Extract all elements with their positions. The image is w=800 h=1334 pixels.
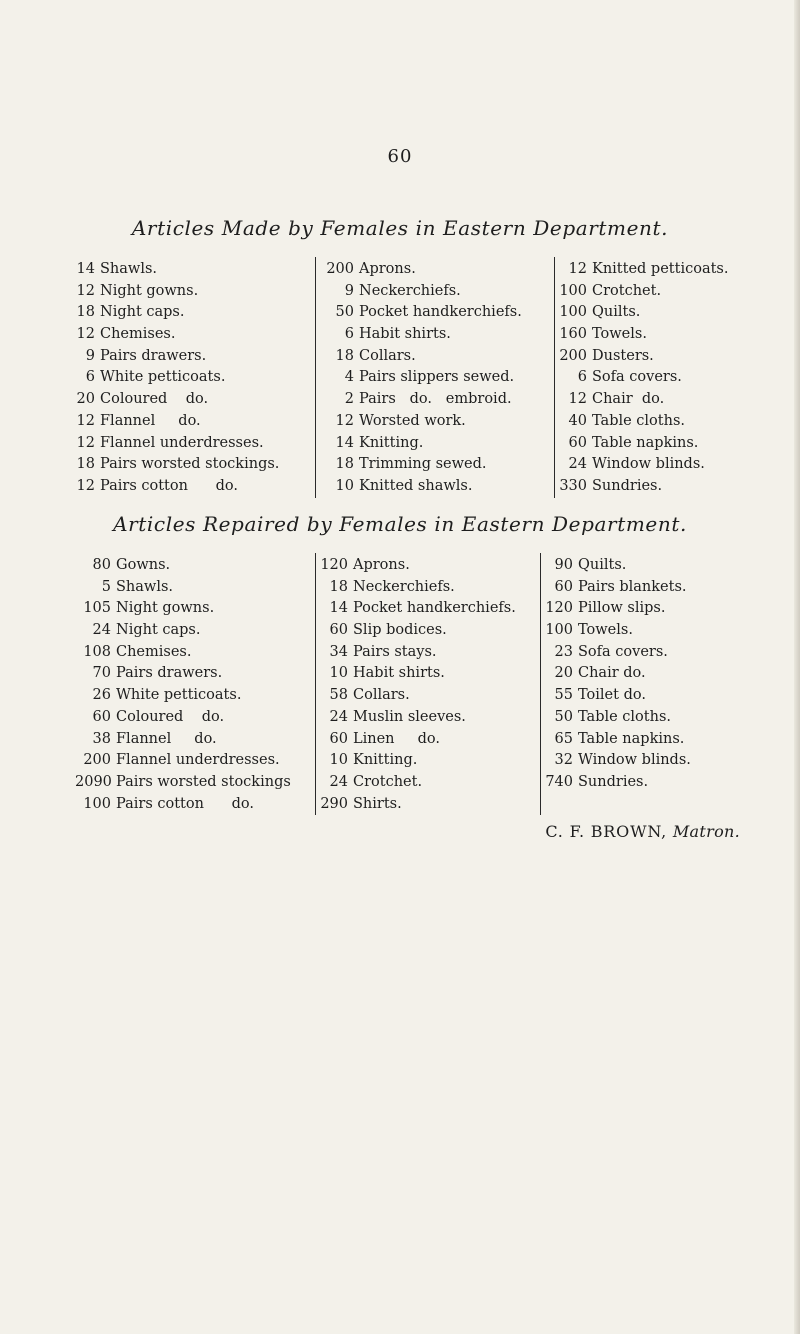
list-item [545,750,775,772]
item-quantity: 12 [76,477,95,494]
list-item [75,663,315,685]
list-item [320,729,540,751]
list-item [545,620,775,642]
item-name: Chair do. [578,665,646,682]
item-quantity: 105 [83,600,111,617]
list-item [75,794,315,816]
item-quantity: 100 [83,795,111,812]
item-quantity: 60 [329,622,348,639]
list-item [75,454,315,476]
item-quantity: 4 [344,369,354,386]
list-item [75,707,315,729]
list-item [320,433,554,455]
item-name: Table napkins. [578,730,685,747]
list-item [75,555,315,577]
item-name: Muslin sleeves. [353,708,466,725]
repaired-section-title: Articles Repaired by Females in Eastern Department. [113,512,687,536]
item-name: Flannel underdresses. [100,434,264,451]
item-quantity: 160 [559,326,587,343]
item-quantity: 18 [329,578,348,595]
item-quantity: 200 [326,261,354,277]
list-item [320,577,540,599]
list-item [320,685,540,707]
list-item [545,729,775,751]
item-name: Trimming sewed. [359,456,487,473]
item-name: Flannel do. [100,412,201,429]
list-item [75,476,315,498]
item-name: Window blinds. [578,752,691,769]
list-item [75,750,315,772]
item-quantity: 60 [329,730,348,747]
item-quantity: 100 [545,622,573,639]
item-quantity: 18 [76,304,95,321]
item-name: Aprons. [353,557,410,573]
item-name: Pairs drawers. [116,665,223,682]
item-name: Habit shirts. [359,326,451,343]
list-item [559,433,799,455]
list-item [75,259,315,281]
list-item [320,281,554,303]
item-quantity: 10 [329,665,348,682]
item-name: Quilts. [592,304,641,321]
item-quantity: 12 [568,391,587,408]
item-name: Dusters. [592,347,654,364]
item-quantity: 9 [344,282,354,299]
list-item [75,620,315,642]
item-quantity: 12 [76,282,95,299]
list-item [559,389,799,411]
item-name: Pairs stays. [353,643,437,660]
item-name: Collars. [353,687,410,704]
made-section-title: Articles Made by Females in Eastern Department. [131,216,669,240]
item-name: Night gowns. [116,600,215,617]
item-name: Slip bodices. [353,622,447,639]
item-name: Table cloths. [592,412,686,429]
item-name: Chemises. [116,643,192,660]
item-quantity: 200 [83,752,111,769]
item-quantity: 24 [329,773,348,790]
list-item [75,411,315,433]
item-name: Sofa covers. [578,643,668,660]
item-quantity: 100 [559,282,587,299]
list-item [559,476,799,498]
list-item [75,281,315,303]
item-name: Knitted petticoats. [592,261,729,277]
item-name: Pillow slips. [578,600,666,617]
item-quantity: 50 [335,304,354,321]
list-item [320,324,554,346]
repaired-articles-table [75,553,775,815]
item-quantity: 6 [344,326,354,343]
item-name: Crotchet. [353,773,423,790]
item-name: Knitting. [353,752,418,769]
item-quantity: 12 [76,326,95,343]
item-name: Pocket handkerchiefs. [359,304,522,321]
item-name: Collars. [359,347,416,364]
list-item [75,577,315,599]
item-name: Table cloths. [578,708,672,725]
item-quantity: 330 [559,477,587,494]
item-name: Aprons. [359,261,416,277]
item-quantity: 108 [83,643,111,660]
item-name: White petticoats. [100,369,226,386]
item-name: Pairs cotton do. [100,477,238,494]
list-item [320,642,540,664]
item-name: Habit shirts. [353,665,445,682]
item-name: Flannel underdresses. [116,752,280,769]
item-quantity: 12 [76,434,95,451]
item-quantity: 100 [559,304,587,321]
item-name: Night caps. [116,622,201,639]
item-quantity: 14 [76,261,95,277]
item-name: Coloured do. [116,708,225,725]
list-item [559,324,799,346]
item-quantity: 50 [554,708,573,725]
item-quantity: 290 [320,795,348,812]
item-quantity: 24 [568,456,587,473]
list-item [75,642,315,664]
repaired-column-2 [315,553,540,815]
item-quantity: 60 [554,578,573,595]
item-quantity: 24 [329,708,348,725]
list-item [559,411,799,433]
item-quantity: 23 [554,643,573,660]
made-column-1 [75,257,315,498]
item-name: Pairs drawers. [100,347,207,364]
item-name: Sundries. [592,477,663,494]
item-quantity: 2 [344,391,354,408]
list-item [320,346,554,368]
item-name: Pairs cotton do. [116,795,254,812]
item-quantity: 18 [76,456,95,473]
item-quantity: 20 [554,665,573,682]
list-item [320,707,540,729]
item-name: Shawls. [116,578,174,595]
item-quantity: 10 [329,752,348,769]
list-item [559,367,799,389]
list-item [559,302,799,324]
item-name: Chair do. [592,391,665,408]
list-item [320,598,540,620]
item-quantity: 18 [335,347,354,364]
list-item [75,685,315,707]
item-quantity: 32 [554,752,573,769]
item-name: Quilts. [578,557,627,573]
list-item [545,663,775,685]
item-name: Neckerchiefs. [359,282,461,299]
made-articles-table [75,257,799,498]
item-quantity: 65 [554,730,573,747]
item-quantity: 12 [76,412,95,429]
item-name: Gowns. [116,557,171,573]
list-item [545,642,775,664]
item-name: Table napkins. [592,434,699,451]
item-name: Chemises. [100,326,176,343]
list-item [320,555,540,577]
signature [545,822,740,841]
item-quantity: 18 [335,456,354,473]
item-name: Toilet do. [578,687,646,704]
item-name: White petticoats. [116,687,242,704]
list-item [75,367,315,389]
item-quantity: 740 [545,773,573,790]
list-item [545,598,775,620]
list-item [545,707,775,729]
list-item [320,663,540,685]
list-item [320,454,554,476]
item-quantity: 6 [577,369,587,386]
list-item [320,750,540,772]
item-name: Sofa covers. [592,369,682,386]
item-name: Sundries. [578,773,649,790]
list-item [545,685,775,707]
item-name: Neckerchiefs. [353,578,455,595]
item-quantity: 90 [554,557,573,573]
item-quantity: 14 [335,434,354,451]
item-quantity: 20 [76,391,95,408]
list-item [559,346,799,368]
list-item [75,302,315,324]
item-quantity: 14 [329,600,348,617]
page-edge-shadow [794,0,800,1334]
item-name: Night gowns. [100,282,199,299]
item-name: Towels. [592,326,647,343]
item-name: Shawls. [100,261,158,277]
item-name: Coloured do. [100,391,209,408]
list-item [75,729,315,751]
list-item [559,281,799,303]
item-quantity: 12 [568,261,587,277]
list-item [320,772,540,794]
item-quantity: 12 [335,412,354,429]
list-item [75,324,315,346]
item-name: Shirts. [353,795,402,812]
item-quantity: 80 [92,557,111,573]
item-name: Window blinds. [592,456,705,473]
item-name: Linen do. [353,730,440,747]
item-name: Pairs worsted stockings [116,773,291,790]
item-quantity: 2090 [75,773,112,790]
item-quantity: 26 [92,687,111,704]
list-item [320,259,554,281]
item-quantity: 60 [92,708,111,725]
item-name: Knitted shawls. [359,477,473,494]
list-item [545,577,775,599]
made-column-2 [315,257,554,498]
item-name: Flannel do. [116,730,217,747]
list-item [320,620,540,642]
list-item [320,476,554,498]
item-quantity: 9 [85,347,95,364]
item-name: Pairs worsted stockings. [100,456,280,473]
made-column-3 [554,257,799,498]
signature-role: Matron. [672,822,740,841]
list-item [559,454,799,476]
list-item [75,346,315,368]
list-item [320,411,554,433]
item-quantity: 120 [320,557,348,573]
list-item [75,389,315,411]
list-item [75,433,315,455]
list-item [320,367,554,389]
item-quantity: 200 [559,347,587,364]
item-quantity: 10 [335,477,354,494]
repaired-column-1 [75,553,315,815]
list-item [559,259,799,281]
item-name: Pocket handkerchiefs. [353,600,516,617]
list-item [75,772,315,794]
item-name: Towels. [578,622,633,639]
item-quantity: 70 [92,665,111,682]
item-quantity: 55 [554,687,573,704]
item-name: Pairs do. embroid. [359,391,512,408]
list-item [320,389,554,411]
page-number: 60 [387,146,413,167]
item-quantity: 34 [329,643,348,660]
item-name: Crotchet. [592,282,662,299]
item-quantity: 24 [92,622,111,639]
list-item [75,598,315,620]
item-quantity: 60 [568,434,587,451]
item-name: Pairs slippers sewed. [359,369,515,386]
item-name: Pairs blankets. [578,578,687,595]
list-item [545,772,775,794]
item-name: Knitting. [359,434,424,451]
item-quantity: 120 [545,600,573,617]
item-name: Night caps. [100,304,185,321]
item-quantity: 58 [329,687,348,704]
list-item [320,302,554,324]
item-quantity: 40 [568,412,587,429]
item-quantity: 5 [101,578,111,595]
item-quantity: 6 [85,369,95,386]
signature-name: C. F. BROWN, [545,822,667,841]
repaired-column-3 [540,553,775,815]
list-item [320,794,540,816]
item-quantity: 38 [92,730,111,747]
item-name: Worsted work. [359,412,466,429]
list-item [545,555,775,577]
